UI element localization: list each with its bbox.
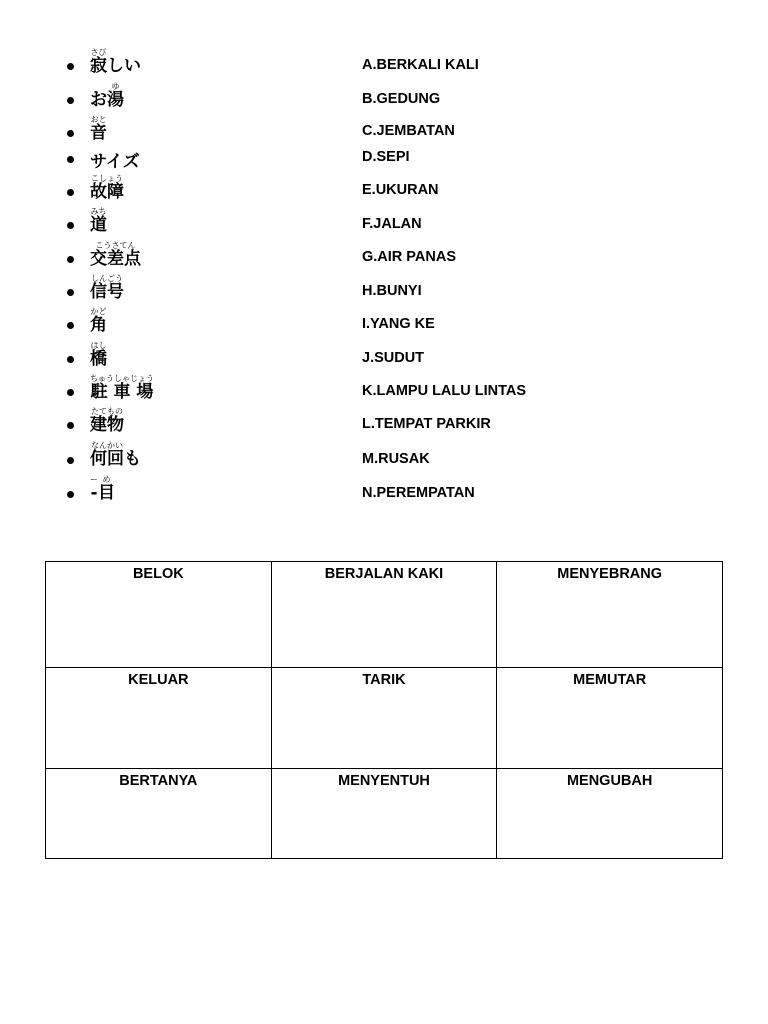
word-segment: 寂さび <box>90 48 107 76</box>
meaning-option: G.AIR PANAS <box>362 249 456 265</box>
word-segment: サイズ <box>90 152 140 172</box>
list-item <box>0 441 768 475</box>
word-segment: 交差点こうさてん <box>90 241 141 269</box>
bullet-icon <box>67 222 74 229</box>
meaning-option: E.UKURAN <box>362 182 439 198</box>
bullet-icon <box>67 322 74 329</box>
list-item <box>0 115 768 149</box>
word-segment: 湯ゆ <box>107 82 124 110</box>
bullet-icon <box>67 422 74 429</box>
word-segment: 音おと <box>90 115 107 143</box>
word-segment: 目め <box>98 475 115 503</box>
table-cell: BELOK <box>46 562 272 668</box>
list-item <box>0 274 768 308</box>
table-cell: MEMUTAR <box>497 668 723 769</box>
meaning-option: J.SUDUT <box>362 350 425 366</box>
japanese-word <box>90 374 154 402</box>
japanese-word <box>90 475 115 503</box>
bullet-icon <box>67 63 74 70</box>
list-item <box>0 341 768 375</box>
word-segment: 何回なんかい <box>90 441 124 469</box>
word-segment: 橋はし <box>90 341 107 369</box>
japanese-word <box>90 407 124 435</box>
bullet-icon <box>67 156 74 163</box>
table-cell: TARIK <box>271 668 497 769</box>
meaning-option: C.JEMBATAN <box>362 123 455 139</box>
bullet-icon <box>67 491 74 498</box>
meaning-option: L.TEMPAT PARKIR <box>362 416 491 432</box>
word-segment: 故障こしょう <box>90 174 124 202</box>
list-item <box>0 48 768 82</box>
word-segment: 駐 車 場ちゅうしゃじょう <box>90 374 154 402</box>
japanese-word <box>90 147 140 172</box>
table-cell: BERJALAN KAKI <box>271 562 497 668</box>
meaning-option: A.BERKALI KALI <box>362 57 479 73</box>
bullet-icon <box>67 130 74 137</box>
bullet-icon <box>67 289 74 296</box>
japanese-word <box>90 207 107 235</box>
table-row <box>46 668 723 769</box>
japanese-word <box>90 307 107 335</box>
list-item <box>0 174 768 208</box>
word-segment: 建物たてもの <box>90 407 124 435</box>
bullet-icon <box>67 256 74 263</box>
word-segment: も <box>124 449 141 469</box>
list-item <box>0 407 768 441</box>
table-cell: MENGUBAH <box>497 769 723 859</box>
bullet-icon <box>67 457 74 464</box>
word-segment: 信号しんごう <box>90 274 124 302</box>
bullet-icon <box>67 356 74 363</box>
meaning-option: K.LAMPU LALU LINTAS <box>362 383 527 399</box>
meaning-option: I.YANG KE <box>362 316 435 332</box>
word-segment: お <box>90 90 107 110</box>
table-cell: MENYEBRANG <box>497 562 723 668</box>
japanese-word <box>90 48 141 76</box>
meaning-option: M.RUSAK <box>362 451 430 467</box>
bullet-icon <box>67 97 74 104</box>
list-item <box>0 82 768 116</box>
list-item <box>0 307 768 341</box>
japanese-word <box>90 82 124 110</box>
meaning-option: F.JALAN <box>362 216 422 232</box>
japanese-word <box>90 241 141 269</box>
table-row <box>46 769 723 859</box>
word-segment: しい <box>107 56 141 76</box>
table-row <box>46 562 723 668</box>
meaning-option: B.GEDUNG <box>362 91 441 107</box>
list-item <box>0 374 768 408</box>
table-cell: KELUAR <box>46 668 272 769</box>
japanese-word <box>90 274 124 302</box>
list-item <box>0 241 768 275</box>
word-segment: 道みち <box>90 207 107 235</box>
japanese-word <box>90 174 124 202</box>
list-item <box>0 475 768 509</box>
meaning-option: N.PEREMPATAN <box>362 485 475 501</box>
list-item <box>0 207 768 241</box>
table-cell: BERTANYA <box>46 769 272 859</box>
bullet-icon <box>67 189 74 196</box>
meaning-option: D.SEPI <box>362 149 410 165</box>
bullet-icon <box>67 389 74 396</box>
japanese-word <box>90 441 141 469</box>
japanese-word <box>90 341 107 369</box>
verb-table <box>45 561 723 859</box>
word-segment: 角かど <box>90 307 107 335</box>
table-cell: MENYENTUH <box>271 769 497 859</box>
japanese-word <box>90 115 107 143</box>
meaning-option: H.BUNYI <box>362 283 422 299</box>
word-segment: -ー <box>90 475 98 503</box>
